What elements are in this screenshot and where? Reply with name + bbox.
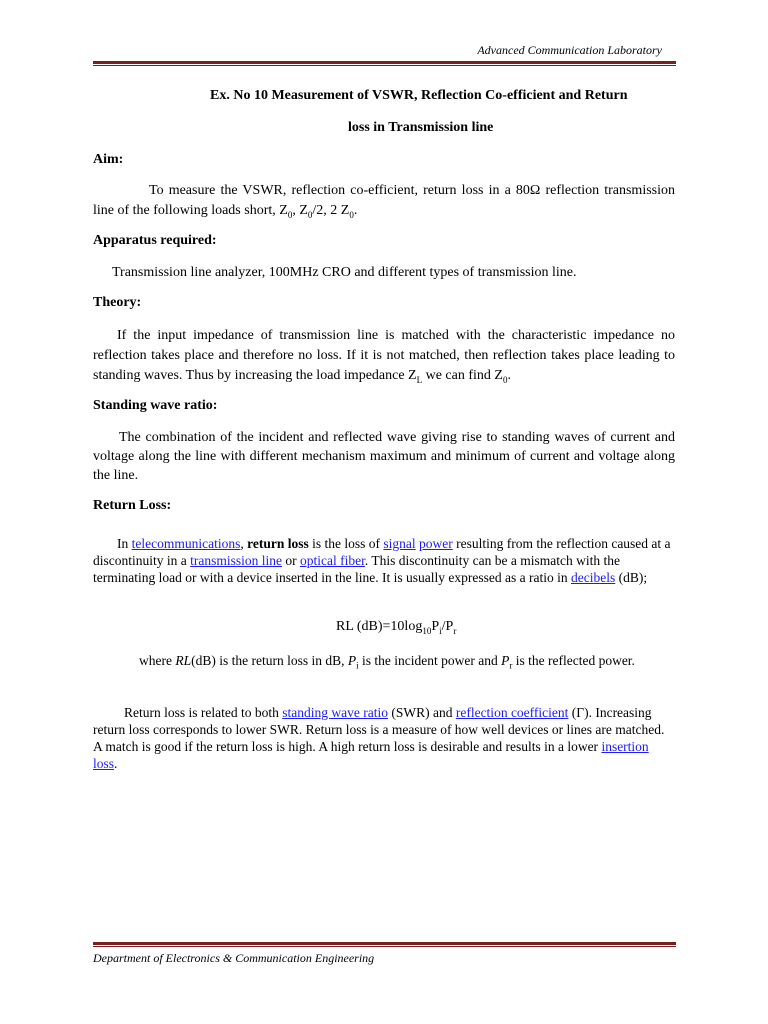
link-standing-wave-ratio[interactable]: standing wave ratio — [282, 705, 388, 720]
swr-text: The combination of the incident and reflected wave giving rise to standing waves of current and voltage along the line with different mechanism maximum and minimum of current and voltage along the line. — [93, 430, 675, 483]
theory-text: If the input impedance of transmission line is matched with the characteristic impedance no reflection takes place and therefore no loss. If it is not matched, then reflection takes place leading to standing waves. Thus by increasing the load impedance $Z_L$ we can find $Z_0$. — [93, 328, 675, 385]
theory-heading: Theory: — [93, 295, 142, 310]
apparatus-text: Transmission line analyzer, 100MHz CRO and different types of transmission line. — [112, 265, 577, 280]
formula-explanation: where RL(dB) is the return loss in dB, $P_i$ is the incident power and $P_r$ is the reflected power. — [139, 653, 635, 671]
header-rule — [93, 61, 676, 66]
link-reflection-coefficient[interactable]: reflection coefficient — [455, 705, 569, 720]
return-loss-paragraph-2: Return loss is related to both standing wave ratio (SWR) and reflection coefficient (Γ). Increasing return loss corresponds to lower SWR. Return loss is a measure of how well devices or lines are matched. A match is good if the return loss is high. A high return loss is desirable and results in a lower insertion loss. — [93, 705, 665, 771]
return-loss-paragraph-1: In telecommunications, return loss is the loss of signal power resulting from the reflection caused at a discontinuity in a transmission line or optical fiber. This discontinuity can be a mismatch with the terminating load or with a device inserted in the line. It is usually expressed as a ratio in decibels (dB); — [93, 536, 671, 585]
link-telecommunications[interactable]: telecommunications — [131, 536, 241, 551]
footer-department: Department of Electronics & Communication Engineering — [93, 951, 375, 965]
page-title-line2: loss in Transmission line — [348, 120, 494, 135]
aim-text: To measure the VSWR, reflection co-efficient, return loss in a 80Ω reflection transmission line of the following loads short, $Z_0$, $Z_0/2$, 2 $Z_0$. — [93, 183, 675, 220]
link-decibels[interactable]: decibels — [571, 570, 616, 585]
aim-heading: Aim: — [93, 152, 124, 167]
return-loss-heading: Return Loss: — [93, 498, 172, 513]
swr-heading: Standing wave ratio: — [93, 398, 218, 413]
footer-rule — [93, 942, 676, 947]
page-title-line1: Ex. No 10 Measurement of VSWR, Reflection Co-efficient and Return — [210, 88, 628, 103]
header-lab-name: Advanced Communication Laboratory — [477, 43, 662, 57]
apparatus-heading: Apparatus required: — [93, 233, 217, 248]
link-transmission-line[interactable]: transmission line — [190, 553, 282, 568]
link-power[interactable]: power — [419, 536, 453, 551]
link-optical-fiber[interactable]: optical fiber — [300, 553, 365, 568]
return-loss-formula: RL $(dB)=10\log_{10}P_i/P_r$ — [336, 619, 457, 636]
link-insertion-loss[interactable]: insertion loss — [93, 739, 649, 771]
link-signal[interactable]: signal — [383, 536, 416, 551]
